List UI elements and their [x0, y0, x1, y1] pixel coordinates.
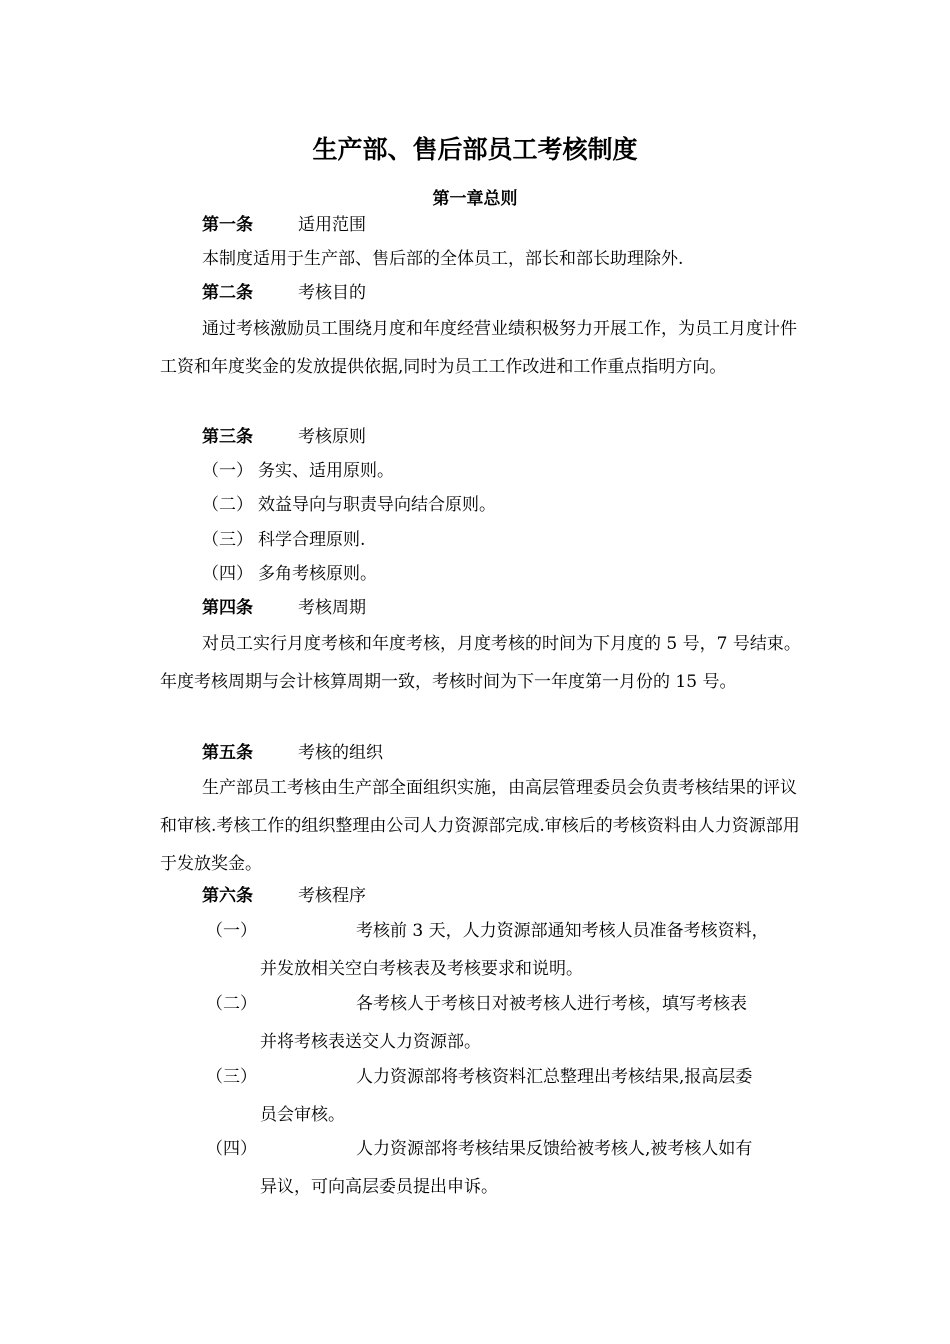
article-number: 第五条: [202, 743, 253, 763]
article-4-text: 对员工实行月度考核和年度考核，月度考核的时间为下月度的 5 号，7 号结束。年度考核周期与会计核算周期一致，考核时间为下一年度第一月份的 15 号。: [160, 634, 801, 692]
article-4-paragraph: [160, 625, 810, 701]
item-text: 务实、适用原则。: [258, 461, 394, 481]
article-title: 适用范围: [298, 215, 366, 235]
step-text-line-2: 异议，可向高层委员提出申诉。: [260, 1177, 498, 1197]
step-text-line-2: 员会审核。: [260, 1105, 345, 1125]
step-text-line-2: 并发放相关空白考核表及考核要求和说明。: [260, 959, 583, 979]
item-text: 多角考核原则。: [258, 564, 377, 584]
step-text-line-1: 各考核人于考核日对被考核人进行考核，填写考核表: [356, 994, 747, 1014]
step-label: （二）: [206, 994, 257, 1014]
principle-item: [202, 456, 394, 486]
article-2-heading: [202, 278, 366, 308]
article-2-paragraph: [160, 310, 810, 386]
step-text-line-1: 考核前 3 天，人力资源部通知考核人员准备考核资料，: [356, 921, 769, 941]
step-label: （一）: [206, 921, 257, 941]
item-text: 科学合理原则.: [258, 530, 366, 550]
procedure-step: [206, 912, 826, 988]
article-title: 考核的组织: [298, 743, 383, 763]
article-title: 考核原则: [298, 427, 366, 447]
article-5-heading: [202, 738, 383, 768]
article-2-text: 通过考核激励员工围绕月度和年度经营业绩积极努力开展工作，为员工月度计件工资和年度奖金的发放提供依据,同时为员工工作改进和工作重点指明方向。: [160, 319, 797, 377]
article-5-paragraph: [160, 769, 810, 883]
principle-item: [202, 490, 496, 520]
article-4-heading: [202, 593, 366, 623]
step-label: （四）: [206, 1139, 257, 1159]
article-title: 考核目的: [298, 283, 366, 303]
article-number: 第二条: [202, 283, 253, 303]
article-title: 考核周期: [298, 598, 366, 618]
article-number: 第六条: [202, 886, 253, 906]
procedure-step: [206, 985, 826, 1061]
procedure-step: [206, 1058, 826, 1134]
step-text-line-1: 人力资源部将考核结果反馈给被考核人,被考核人如有: [356, 1139, 753, 1159]
article-number: 第四条: [202, 598, 253, 618]
procedure-step: [206, 1130, 826, 1206]
step-label: （三）: [206, 1067, 257, 1087]
chapter-heading: 第一章总则: [432, 189, 518, 209]
article-1-text: 本制度适用于生产部、售后部的全体员工，部长和部长助理除外.: [202, 249, 684, 269]
step-text-line-1: 人力资源部将考核资料汇总整理出考核结果,报高层委: [356, 1067, 753, 1087]
item-label: （四）: [202, 564, 253, 584]
step-text-line-2: 并将考核表送交人力资源部。: [260, 1032, 481, 1052]
article-number: 第三条: [202, 427, 253, 447]
article-1-heading: [202, 210, 366, 240]
article-5-text: 生产部员工考核由生产部全面组织实施，由高层管理委员会负责考核结果的评议和审核.考核工作的组织整理由公司人力资源部完成.审核后的考核资料由人力资源部用于发放奖金。: [160, 778, 800, 874]
item-label: （一）: [202, 461, 253, 481]
item-text: 效益导向与职责导向结合原则。: [258, 495, 496, 515]
principle-item: [202, 559, 377, 589]
article-title: 考核程序: [298, 886, 366, 906]
article-3-heading: [202, 422, 366, 452]
item-label: （三）: [202, 530, 253, 550]
article-number: 第一条: [202, 215, 253, 235]
principle-item: [202, 525, 365, 555]
document-title: 生产部、售后部员工考核制度: [312, 135, 638, 164]
article-6-heading: [202, 881, 366, 911]
item-label: （二）: [202, 495, 253, 515]
